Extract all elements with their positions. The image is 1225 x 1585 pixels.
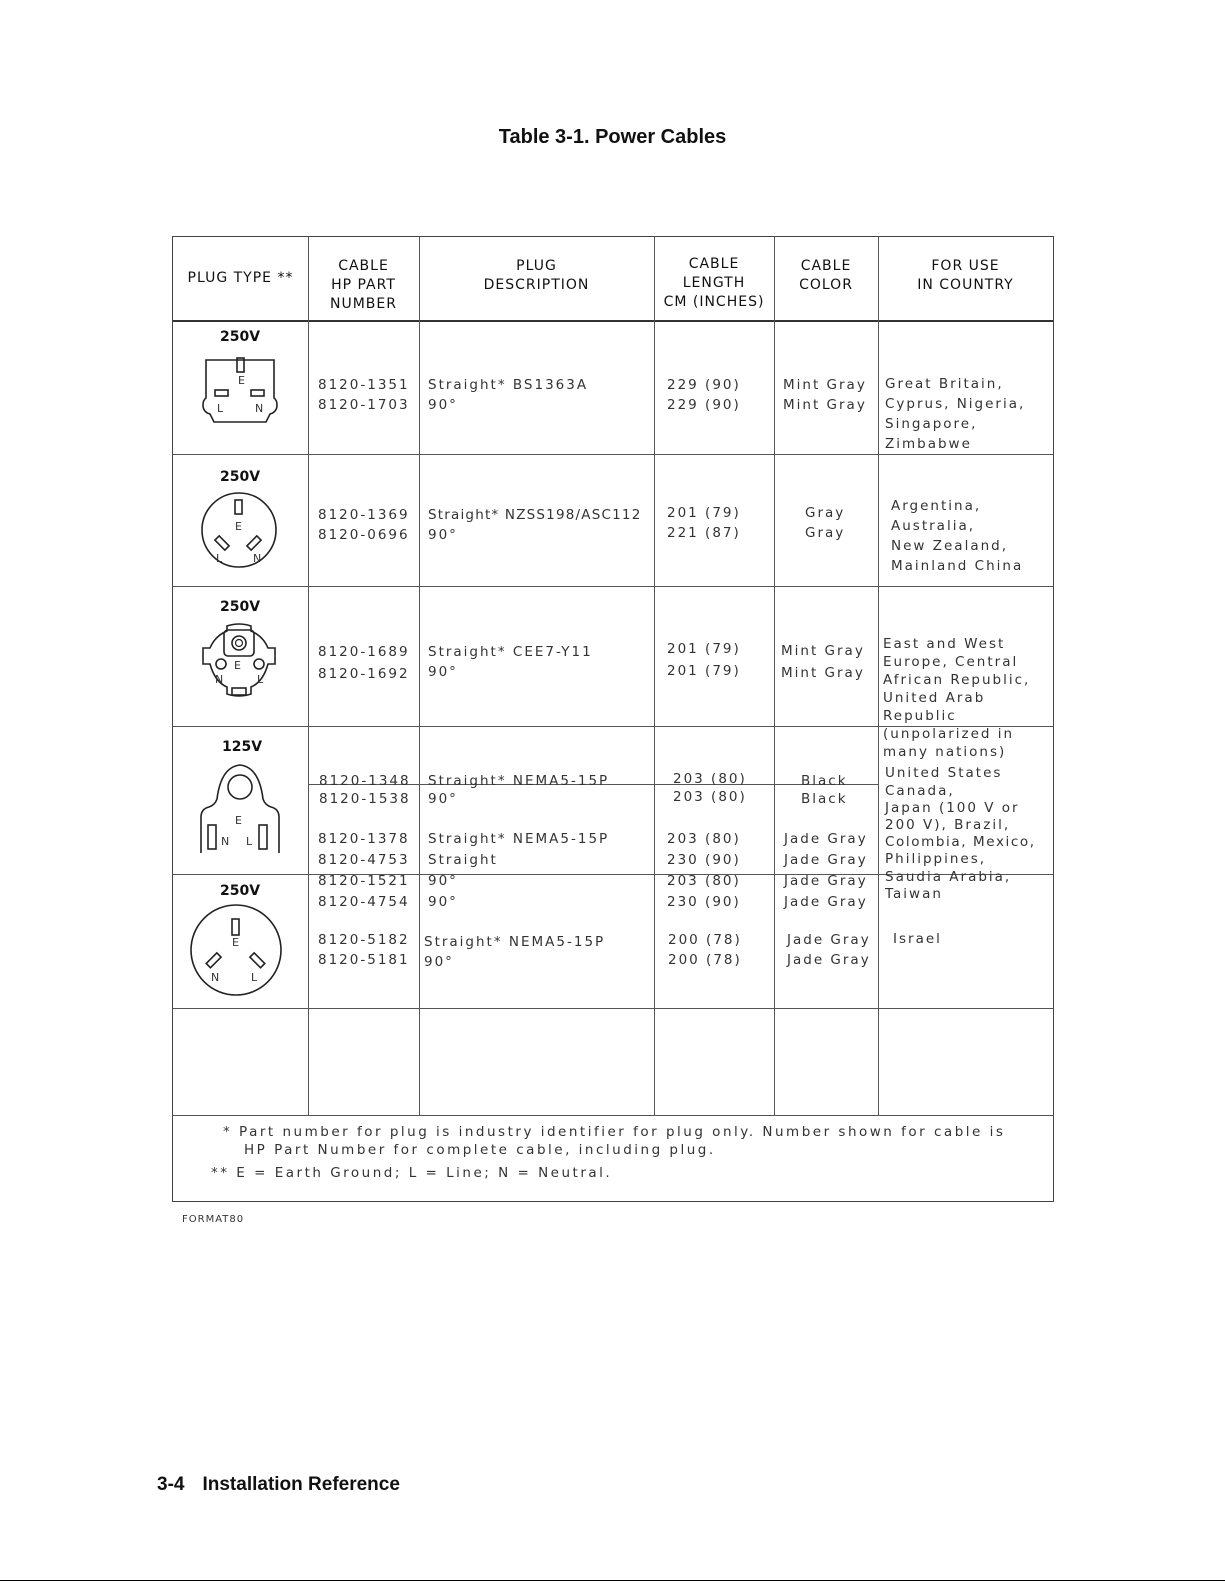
countries: Argentina, Australia, New Zealand, Mainland China <box>891 498 1024 574</box>
svg-text:E: E <box>234 659 241 672</box>
cable-lengths: 201 (79) 201 (79) <box>667 641 741 679</box>
header-plug-type: PLUG TYPE ** <box>187 270 294 286</box>
nzss198-plug-icon <box>197 492 281 568</box>
footnote-double-star: ** E = Earth Ground; L = Line; N = Neutral. <box>211 1165 613 1181</box>
voltage-label: 250V <box>220 329 261 345</box>
svg-text:L: L <box>251 971 258 984</box>
footnote-star: * Part number for plug is industry identifier for plug only. Number shown for cable is <box>223 1124 1006 1140</box>
svg-text:L: L <box>246 835 253 848</box>
page-number: 3-4 <box>157 1474 185 1495</box>
svg-text:N: N <box>221 835 230 848</box>
cable-colors: Black Black <box>801 773 848 807</box>
svg-text:L: L <box>257 673 264 686</box>
svg-text:N: N <box>215 673 224 686</box>
cee7-plug-icon <box>197 620 281 704</box>
header-part-number: CABLE HP PART NUMBER <box>330 258 397 312</box>
cable-colors: Mint Gray Mint Gray <box>783 377 867 413</box>
section-title: Installation Reference <box>202 1474 400 1495</box>
voltage-label: 250V <box>220 599 261 615</box>
voltage-label: 250V <box>220 469 261 485</box>
countries: Great Britain, Cyprus, Nigeria, Singapore, Zimbabwe <box>885 376 1026 452</box>
header-divider <box>173 320 1053 322</box>
column-divider <box>878 237 879 1115</box>
footnote-divider <box>173 1115 1053 1116</box>
cable-colors: Jade Gray Jade Gray Jade Gray Jade Gray <box>784 831 868 910</box>
plug-descriptions: Straight* CEE7-Y11 90° <box>428 644 593 680</box>
part-numbers: 8120-5182 8120-5181 <box>318 932 410 968</box>
part-numbers: 8120-1351 8120-1703 <box>318 377 410 413</box>
format-code: FORMAT80 <box>182 1214 245 1225</box>
part-numbers: 8120-1348 8120-1538 <box>319 773 411 807</box>
cable-lengths: 200 (78) 200 (78) <box>668 932 742 968</box>
page-footer <box>157 1474 400 1496</box>
header-country: FOR USE IN COUNTRY <box>917 258 1014 293</box>
footnote-star-continued: HP Part Number for complete cable, including plug. <box>244 1142 716 1158</box>
cable-lengths: 229 (90) 229 (90) <box>667 377 741 413</box>
bs1363a-plug-icon <box>200 350 280 426</box>
cable-colors: Gray Gray <box>805 505 846 541</box>
cable-colors: Mint Gray Mint Gray <box>781 643 865 681</box>
countries: United States Canada, Japan (100 V or 200 V), Brazil, Colombia, Mexico, Philippines, Saudia Arabia, Taiwan <box>885 765 1036 902</box>
plug-descriptions: Straight* NEMA5-15P 90° <box>428 773 610 807</box>
israel-plug-icon <box>187 903 285 997</box>
svg-text:L: L <box>216 552 223 565</box>
row-divider <box>173 1008 1053 1009</box>
column-divider <box>774 237 775 1115</box>
svg-text:E: E <box>235 814 242 827</box>
nema5-15p-plug-icon <box>199 761 281 855</box>
svg-text:N: N <box>255 402 264 415</box>
countries: East and West Europe, Central African Republic, United Arab Republic (unpolarized in many nations) <box>883 636 1031 760</box>
plug-descriptions: Straight* NZSS198/ASC112 90° <box>428 507 642 543</box>
svg-text:N: N <box>211 971 220 984</box>
header-cable-length: CABLE LENGTH CM (INCHES) <box>663 256 765 310</box>
part-numbers: 8120-1369 8120-0696 <box>318 507 410 543</box>
svg-text:L: L <box>217 402 224 415</box>
power-cables-table <box>172 236 1054 1202</box>
header-plug-description: PLUG DESCRIPTION <box>483 258 590 293</box>
svg-text:N: N <box>253 552 262 565</box>
page-title: Table 3-1. Power Cables <box>498 126 727 148</box>
plug-descriptions: Straight* BS1363A 90° <box>428 377 589 413</box>
plug-descriptions: Straight* NEMA5-15P 90° <box>424 934 606 970</box>
voltage-label: 125V <box>222 739 263 755</box>
svg-text:E: E <box>238 374 245 387</box>
countries: Israel <box>893 931 942 947</box>
header-cable-color: CABLE COLOR <box>799 258 853 293</box>
cable-lengths: 203 (80) 230 (90) 203 (80) 230 (90) <box>667 831 741 910</box>
cable-lengths: 203 (80) 203 (80) <box>673 771 747 805</box>
plug-descriptions: Straight* NEMA5-15P Straight 90° 90° <box>428 831 610 910</box>
part-numbers: 8120-1378 8120-4753 8120-1521 8120-4754 <box>318 831 410 910</box>
cable-colors: Jade Gray Jade Gray <box>787 932 871 968</box>
column-divider <box>308 237 309 1115</box>
voltage-label: 250V <box>220 883 261 899</box>
part-numbers: 8120-1689 8120-1692 <box>318 644 410 682</box>
column-divider <box>654 237 655 1115</box>
svg-text:E: E <box>235 520 242 533</box>
column-divider <box>419 237 420 1115</box>
svg-text:E: E <box>232 936 239 949</box>
cable-lengths: 201 (79) 221 (87) <box>667 505 741 541</box>
page-bottom-rule <box>0 1580 1225 1581</box>
